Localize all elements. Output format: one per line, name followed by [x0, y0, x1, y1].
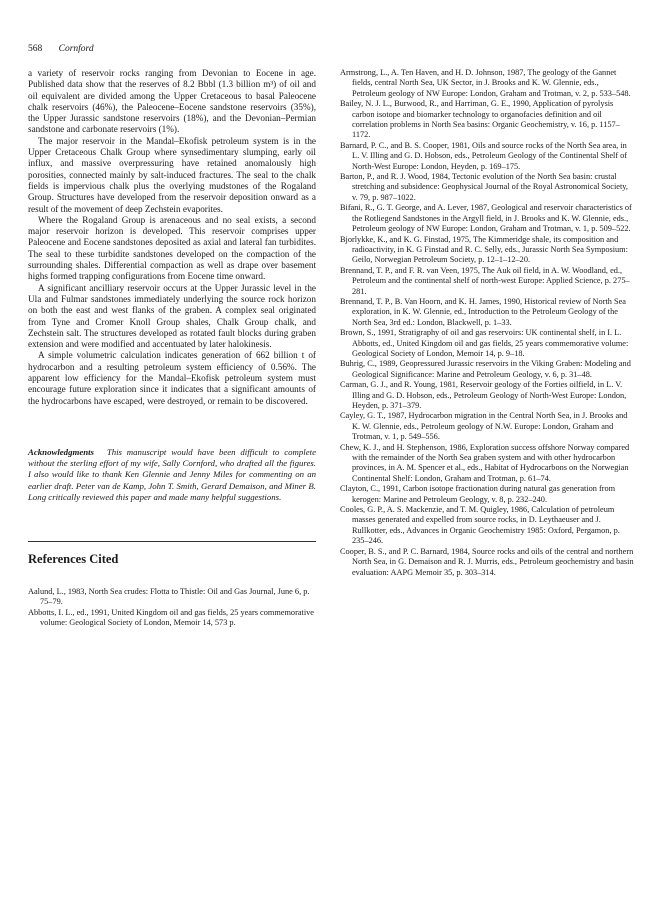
page-header [28, 44, 94, 54]
body-paragraph: a variety of reservoir rocks ranging from Devonian to Eocene in age. Published data show that the reserves of 8.2 Bbbl (1.3 billion m³) of oil and oil equivalent are divided among the Upper Cretaceous to basal Paleocene chalk reservoirs (46%), the Paleocene–Eocene sandstone reservoirs (35%), the Upper Jurassic sandstone reservoirs (18%), and the Devonian–Permian sandstone and carbonate reservoirs (1%). [28, 68, 316, 135]
references-heading: References Cited [28, 551, 119, 566]
page-number: 568 [28, 44, 43, 54]
body-paragraph: A simple volumetric calculation indicates generation of 662 billion t of hydrocarbon and a resulting petroleum system efficiency of 0.56%. The apparent low efficiency for the Mandal–Ekofisk petroleum system must encourage future exploration since it indicates that a significant amounts of the hydrocarbons have escaped, were destroyed, or remain to be discovered. [28, 350, 316, 406]
body-paragraph: The major reservoir in the Mandal–Ekofisk petroleum system is in the Upper Cretaceous Chalk Group where synsedimentary slumping, early oil influx, and massive overpressuring have retained anomalously high porosities, connected mainly by salt-induced fractures. The seal to the chalk fields is impervious chalk plus the overlying mudstones of the Rogaland Group. Structures have developed from the reservoir deposition onward as a result of the movement of deep Zechstein evaporites. [28, 135, 316, 214]
left-column [28, 68, 316, 629]
reference-entry: Cooles, G. P., A. S. Mackenzie, and T. M. Quigley, 1986, Calculation of petroleum masses generated and expelled from source rocks, in D. Leythaeuser and J. Rullkotter, eds., Advances in Organic Geochemistry 1985: Oxford, Pergamon, p. 235–246. [340, 505, 620, 546]
reference-entry: Barton, P., and R. J. Wood, 1984, Tectonic evolution of the North Sea basin: crustal stretching and subsidence: Geophysical Journal of the Royal Astronomical Society, v. 79, p. 987–1022. [340, 172, 628, 202]
reference-entry: Bifani, R., G. T. George, and A. Lever, 1987, Geological and reservoir characteristics of the Rotliegend Sandstones in the Argyll field, in J. Brooks and K. W. Glennie, eds., Petroleum geology of NW Europe: London, Graham and Trotman, v. 1, p. 509–522. [340, 203, 632, 234]
acknowledgments-text: This manuscript would have been difficult to complete without the sterling effort of my wife, Sally Cornford, who drafted all the figures. I also would like to thank Ken Glennie and Jenny Miles for commenting on an earlier draft. Peter van de Kamp, John T. Smith, Gerard Demaison, and Miner B. Long critically reviewed this paper and made many helpful suggestions. [28, 446, 316, 502]
body-paragraph: Where the Rogaland Group is arenaceous and no seal exists, a second major reservoir horizon is developed. This reservoir comprises upper Paleocene and Eocene sandstones deposited as axial and lateral fan turbidites. The seal to these turbidite sandstones developed on the compaction of the surrounding shales. Differential compaction as well as drape over basement highs formed trapping configurations from Eocene time onward. [28, 214, 316, 282]
body-paragraph: A significant ancilliary reservoir occurs at the Upper Jurassic level in the Ula and Fulmar sandstones immediately underlying the source rock horizon on both the east and west flanks of the graben. A complex seal originated from Tyne and Cromer Knoll Group shales, Chalk Group chalk, and Zechstein salt. The structures developed as rotated fault blocks during graben extension and were modified and accentuated by later halokinesis. [28, 282, 316, 350]
acknowledgments [28, 447, 316, 503]
reference-entry: Aalund, L., 1983, North Sea crudes: Flotta to Thistle: Oil and Gas Journal, June 6, p. 75–79. [28, 586, 310, 607]
reference-entry: Brennand, T. P., B. Van Hoorn, and K. H. James, 1990, Historical review of North Sea exploration, in K. W. Glennie, ed., Introduction to the Petroleum Geology of the North Sea, 3rd ed.: London, Blackwell, p. 1–33. [340, 296, 626, 327]
running-author: Cornford [58, 44, 94, 54]
reference-entry: Bjorlykke, K., and K. G. Finstad, 1975, The Kimmeridge shale, its composition and radioactivity, in K. G Finstad and R. C. Selly, eds., Jurassic North Sea Symposium: Geilo, Norwegian Petroleum Society, p. 12–1–12–20. [340, 234, 628, 265]
reference-entry: Carman, G. J., and R. Young, 1981, Reservoir geology of the Forties oilfield, in L. V. Illing and G. D. Hobson, eds., Petroleum Geology of North-West Europe: London, Heyden, p. 371–379. [340, 380, 627, 410]
reference-entry: Brown, S., 1991, Stratigraphy of oil and gas reservoirs: UK continental shelf, in I. L. Abbotts, ed., United Kingdom oil and gas fields, 25 years commemorative volume: Geological Society of London, Memoir 14, p. 9–18. [340, 328, 629, 358]
reference-entry: Bailey, N. J. L., Burwood, R., and Harriman, G. E., 1990, Application of pyrolysis carbon isotope and biomarker technology to organofacies definition and oil correlation problems in North Sea basins: Organic Geochemistry, v. 16, p. 1157–1172. [340, 99, 620, 140]
section-divider [28, 541, 316, 542]
right-column [340, 68, 634, 578]
reference-entry: Cooper, B. S., and P. C. Barnard, 1984, Source rocks and oils of the central and northern North Sea, in G. Demaison and R. J. Murris, eds., Petroleum geochemistry and basin evaluation: AAPG Memoir 35, p. 303–314. [340, 546, 634, 577]
reference-entry: Abbotts, I. L., ed., 1991, United Kingdom oil and gas fields, 25 years commemorative volume: Geological Society of London, Memoir 14, 573 p. [28, 607, 314, 628]
reference-entry: Barnard, P. C., and B. S. Cooper, 1981, Oils and source rocks of the North Sea area, in L. V. Illing and G. D. Hobson, eds., Petroleum Geology of the Continental Shelf of North-West Europe: London, Heyden, p. 169–175. [340, 140, 628, 171]
reference-entry: Cayley, G. T., 1987, Hydrocarbon migration in the Central North Sea, in J. Brooks and K. W. Glennie, eds., Petroleum geology of N.W. Europe: London, Graham and Trotman, v. 1, p. 549–556. [340, 411, 628, 442]
reference-entry: Buhrig, C., 1989, Geopressured Jurassic reservoirs in the Viking Graben: Modeling and Geological Significance: Marine and Petroleum Geology, v. 6, p. 31–48. [340, 359, 631, 379]
reference-entry: Armstrong, L., A. Ten Haven, and H. D. Johnson, 1987, The geology of the Gannet fields, central North Sea, UK Sector, in J. Brooks and K. W. Glennie, eds., Petroleum geology of NW Europe: London, Graham and Trotman, v. 2, p. 533–548. [340, 68, 631, 98]
reference-entry: Clayton, C., 1991, Carbon isotope fractionation during natural gas generation from kerogen: Marine and Petroleum Geology, v. 8, p. 232–240. [340, 484, 616, 504]
reference-entry: Chew, K. J., and H. Stephenson, 1986, Exploration success offshore Norway compared with the remainder of the North Sea graben system and with other hydrocarbon provinces, in A. M. Spencer et al., eds., Habitat of Hydrocarbons on the Norwegian Continental Shelf: London, Graham and Trotman, p. 61–74. [340, 442, 630, 483]
acknowledgments-heading: Acknowledgments [28, 446, 94, 457]
reference-entry: Brennand, T. P., and F. R. van Veen, 1975, The Auk oil field, in A. W. Woodland, ed., Petroleum and the continental shelf of north-west Europe: Applied Science, p. 275–281. [340, 265, 630, 296]
